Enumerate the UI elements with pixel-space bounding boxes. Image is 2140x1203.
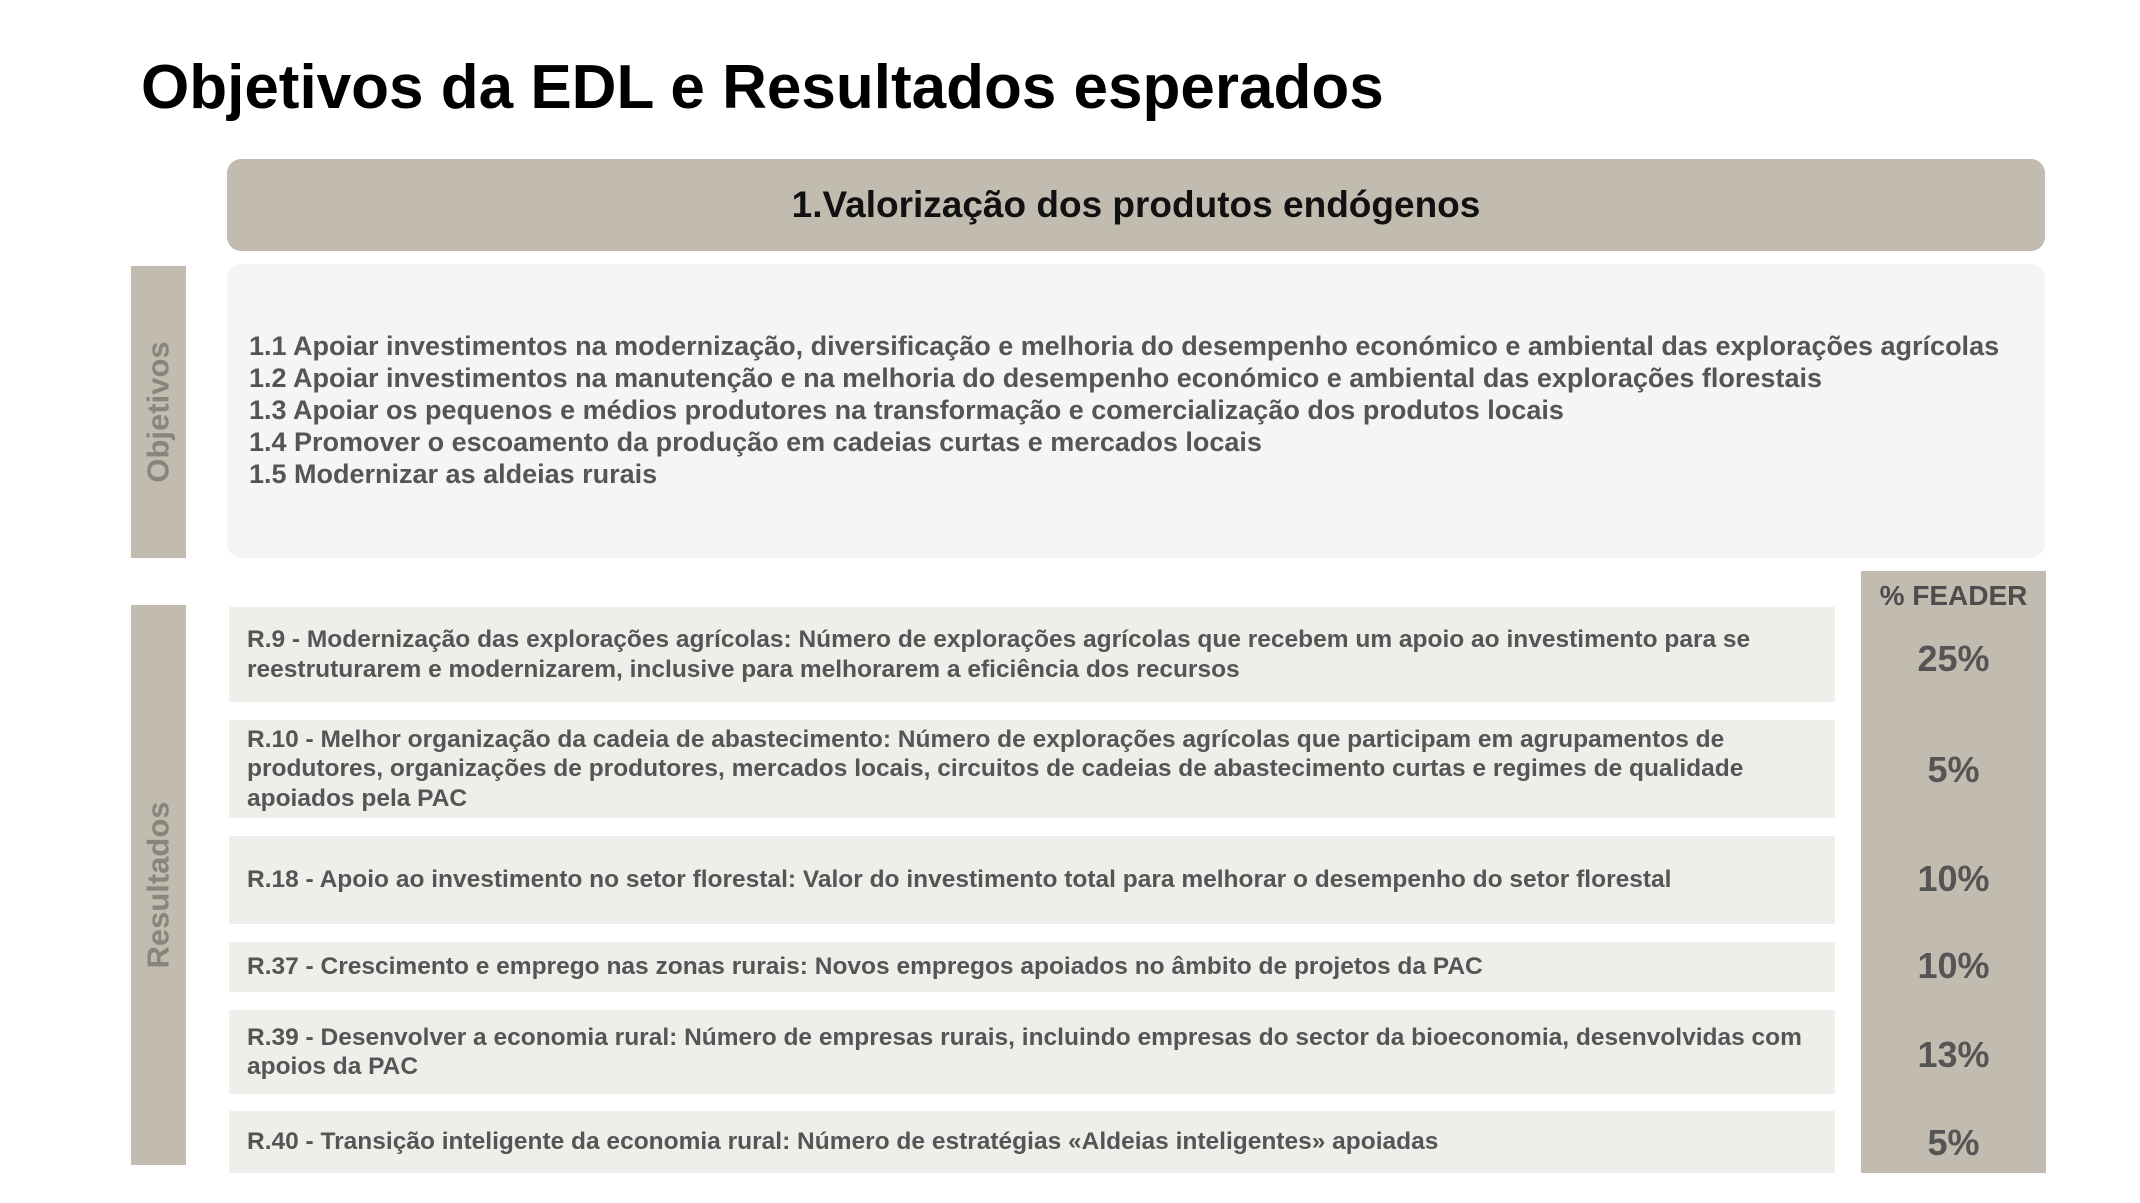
resultados-label-text: Resultados	[140, 801, 176, 969]
feader-header: % FEADER	[1879, 580, 2028, 611]
resultado-row	[229, 607, 1835, 702]
objetivos-side-label	[131, 266, 186, 558]
objetivos-label-text: Objetivos	[140, 341, 176, 483]
section-header	[227, 159, 2045, 251]
resultado-row	[229, 1010, 1835, 1094]
objetivo-item: 1.5 Modernizar as aldeias rurais	[249, 459, 658, 489]
objetivos-box	[227, 264, 2045, 558]
resultados-side-label	[131, 605, 186, 1165]
feader-pct: 10%	[1917, 945, 1990, 986]
objetivo-item: 1.4 Promover o escoamento da produção em cadeias curtas e mercados locais	[249, 427, 1262, 457]
resultado-text: R.10 - Melhor organização da cadeia de abastecimento: Número de explorações agrícolas que participam em agrupamentos de produtores, organizações de produtores, mercados locais, circuitos de cadeias de abastecimento curtas e regimes de qualidade apoiados pela PAC	[247, 725, 1744, 812]
resultado-text: R.37 - Crescimento e emprego nas zonas rurais: Novos empregos apoiados no âmbito de projetos da PAC	[247, 953, 1483, 981]
objetivo-item: 1.3 Apoiar os pequenos e médios produtores na transformação e comercialização dos produtos locais	[249, 395, 1564, 425]
objetivo-item: 1.2 Apoiar investimentos na manutenção e na melhoria do desempenho económico e ambiental das explorações florestais	[249, 363, 1822, 393]
resultado-text: R.40 - Transição inteligente da economia rural: Número de estratégias «Aldeias inteligentes» apoiadas	[247, 1128, 1439, 1156]
resultado-row	[229, 720, 1835, 818]
resultado-row	[229, 1111, 1835, 1173]
feader-pct: 5%	[1927, 1122, 1980, 1163]
section-header-text: 1.Valorização dos produtos endógenos	[791, 184, 1481, 225]
feader-pct: 5%	[1927, 749, 1980, 790]
resultado-text: R.39 - Desenvolver a economia rural: Número de empresas rurais, incluindo empresas do sector da bioeconomia, desenvolvidas com apoios da PAC	[247, 1023, 1802, 1080]
objetivo-item: 1.1 Apoiar investimentos na modernização, diversificação e melhoria do desempenho económico e ambiental das explorações agrícolas	[249, 331, 2000, 361]
resultado-row	[229, 942, 1835, 992]
resultado-row	[229, 836, 1835, 924]
feader-pct: 13%	[1917, 1034, 1990, 1075]
resultado-text: R.9 - Modernização das explorações agrícolas: Número de explorações agrícolas que recebem um apoio ao investimento para se reestruturarem e modernizarem, inclusive para melhorarem a eficiência dos recursos	[247, 626, 1751, 683]
resultado-text: R.18 - Apoio ao investimento no setor florestal: Valor do investimento total para melhorar o desempenho do setor florestal	[247, 866, 1672, 894]
feader-pct: 10%	[1917, 858, 1990, 899]
feader-pct: 25%	[1917, 638, 1990, 679]
page-title: Objetivos da EDL e Resultados esperados	[141, 53, 1384, 122]
